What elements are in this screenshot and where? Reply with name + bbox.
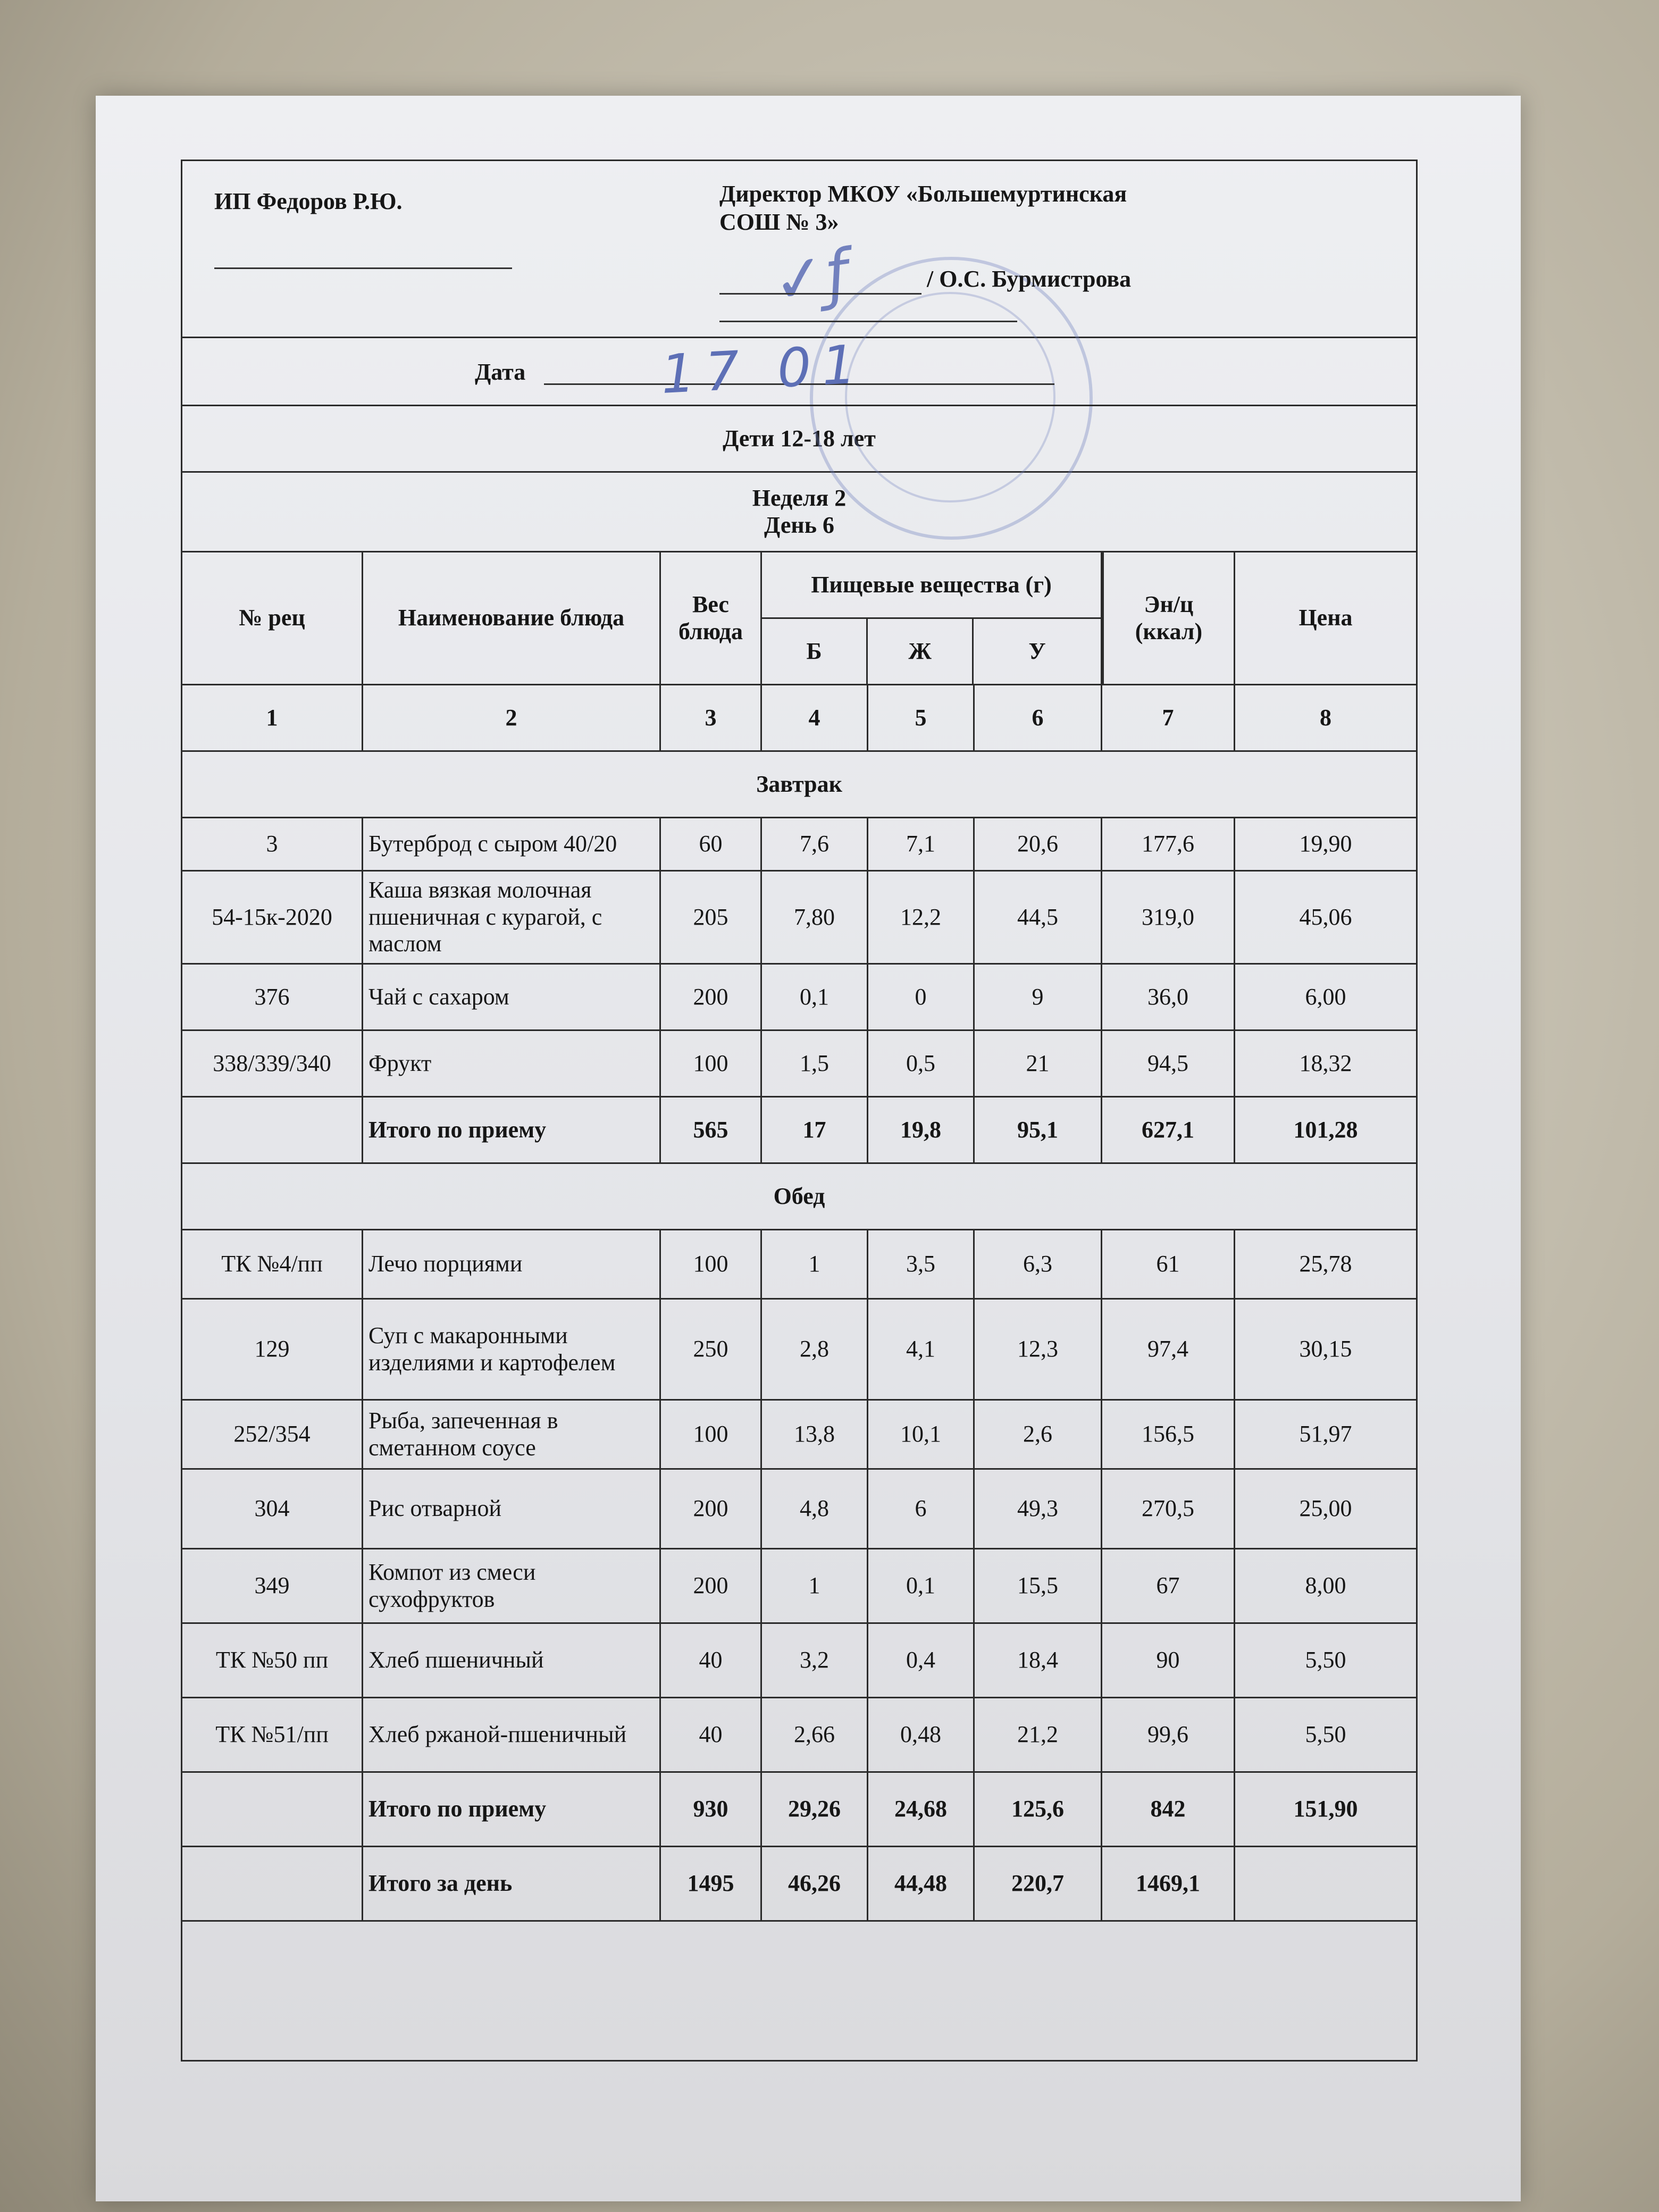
col-zh: Ж — [868, 619, 974, 684]
day-label: День 6 — [764, 512, 834, 538]
col-num: 8 — [1320, 704, 1331, 731]
table-row — [182, 1401, 1416, 1470]
carbs: 12,3 — [975, 1300, 1102, 1399]
col-price: Цена — [1298, 605, 1353, 631]
age-group-row — [182, 406, 1416, 473]
protein: 3,2 — [762, 1624, 868, 1697]
fat: 6 — [868, 1470, 975, 1548]
col-num: 5 — [868, 685, 975, 750]
day-total-fat: 44,48 — [868, 1847, 975, 1920]
total-fat: 24,68 — [868, 1773, 975, 1846]
column-number-row — [182, 685, 1416, 752]
col-nutrients — [762, 552, 1102, 684]
fat: 10,1 — [868, 1401, 975, 1468]
dish-weight: 200 — [661, 1470, 762, 1548]
col-num: 3 — [661, 685, 762, 750]
col-nutrients-title: Пищевые вещества (г) — [762, 552, 1101, 619]
total-label: Итого по приему — [363, 1773, 661, 1846]
day-total-price — [1235, 1847, 1416, 1920]
col-energy: Эн/ц (ккал) — [1102, 552, 1235, 684]
age-group: Дети 12-18 лет — [723, 425, 876, 451]
protein: 7,6 — [762, 818, 868, 870]
rec-number: 129 — [182, 1300, 363, 1399]
total-weight: 930 — [661, 1773, 762, 1846]
price: 8,00 — [1305, 1572, 1346, 1599]
lunch-total-row — [182, 1773, 1416, 1847]
total-weight: 565 — [661, 1097, 762, 1162]
dish-name: Бутерброд с сыром 40/20 — [363, 818, 661, 870]
rec-number: ТК №50 пп — [182, 1624, 363, 1697]
protein: 1 — [762, 1230, 868, 1298]
director-title-line2: СОШ № 3» — [719, 208, 839, 235]
energy: 67 — [1102, 1549, 1235, 1622]
total-energy: 627,1 — [1102, 1097, 1235, 1162]
energy: 270,5 — [1102, 1470, 1235, 1548]
table-row — [182, 1300, 1416, 1401]
price: 45,06 — [1299, 903, 1352, 930]
col-num: 2 — [363, 685, 661, 750]
fat: 0 — [868, 965, 975, 1029]
protein: 4,8 — [762, 1470, 868, 1548]
carbs: 9 — [975, 965, 1102, 1029]
price: 25,78 — [1299, 1251, 1352, 1277]
total-energy: 842 — [1102, 1773, 1235, 1846]
carbs: 15,5 — [975, 1549, 1102, 1622]
carbs: 18,4 — [975, 1624, 1102, 1697]
protein: 2,66 — [762, 1698, 868, 1771]
empty-footer-row — [182, 1922, 1416, 2060]
protein: 1,5 — [762, 1031, 868, 1096]
section-title: Обед — [773, 1183, 825, 1209]
price: 5,50 — [1305, 1721, 1346, 1748]
total-carbs: 95,1 — [975, 1097, 1102, 1162]
dish-weight: 200 — [661, 1549, 762, 1622]
col-u: У — [1028, 638, 1046, 664]
director-title — [719, 180, 1127, 237]
energy: 94,5 — [1102, 1031, 1235, 1096]
table-row — [182, 1470, 1416, 1549]
col-nutrients-sub — [762, 619, 1101, 684]
dish-name: Фрукт — [363, 1031, 661, 1096]
fat: 0,48 — [868, 1698, 975, 1771]
empty-cell — [182, 1847, 363, 1920]
fat: 12,2 — [868, 872, 975, 963]
approval-header — [182, 161, 1416, 338]
date-label: Дата — [475, 359, 526, 385]
director-signature: ✓ƒ — [768, 236, 853, 320]
price: 30,15 — [1299, 1336, 1352, 1362]
protein: 0,1 — [762, 965, 868, 1029]
week-label: Неделя 2 — [752, 484, 847, 511]
rec-number: 54-15к-2020 — [182, 872, 363, 963]
col-num: 6 — [975, 685, 1102, 750]
total-price: 151,90 — [1293, 1796, 1358, 1822]
protein: 1 — [762, 1549, 868, 1622]
carbs: 20,6 — [975, 818, 1102, 870]
energy: 61 — [1102, 1230, 1235, 1298]
total-fat: 19,8 — [868, 1097, 975, 1162]
table-row — [182, 1624, 1416, 1698]
section-breakfast — [182, 752, 1416, 818]
day-total-label: Итого за день — [363, 1847, 661, 1920]
protein: 7,80 — [762, 872, 868, 963]
day-total-row — [182, 1847, 1416, 1922]
energy: 99,6 — [1102, 1698, 1235, 1771]
dish-name: Чай с сахаром — [363, 965, 661, 1029]
supplier-name: ИП Федоров Р.Ю. — [214, 188, 403, 214]
rec-number: 349 — [182, 1549, 363, 1622]
col-weight: Вес блюда — [661, 552, 762, 684]
breakfast-total-row — [182, 1097, 1416, 1164]
table-row — [182, 1230, 1416, 1300]
energy: 36,0 — [1102, 965, 1235, 1029]
energy: 97,4 — [1102, 1300, 1235, 1399]
col-b: Б — [762, 619, 868, 684]
section-lunch — [182, 1164, 1416, 1230]
total-label: Итого по приему — [363, 1097, 661, 1162]
fat: 3,5 — [868, 1230, 975, 1298]
carbs: 21 — [975, 1031, 1102, 1096]
dish-name: Каша вязкая молочная пшеничная с курагой, с маслом — [363, 872, 661, 963]
day-total-energy: 1469,1 — [1102, 1847, 1235, 1920]
day-total-carbs: 220,7 — [975, 1847, 1102, 1920]
dish-name: Хлеб ржаной-пшеничный — [363, 1698, 661, 1771]
protein: 13,8 — [762, 1401, 868, 1468]
rec-number: ТК №51/пп — [182, 1698, 363, 1771]
rec-number: 3 — [182, 818, 363, 870]
rec-number: ТК №4/пп — [182, 1230, 363, 1298]
dish-name: Хлеб пшеничный — [363, 1624, 661, 1697]
supplier-signature-line — [214, 267, 512, 269]
director-underline — [719, 321, 1017, 322]
carbs: 21,2 — [975, 1698, 1102, 1771]
energy: 177,6 — [1102, 818, 1235, 870]
dish-weight: 205 — [661, 872, 762, 963]
rec-number: 376 — [182, 965, 363, 1029]
total-carbs: 125,6 — [975, 1773, 1102, 1846]
energy: 156,5 — [1102, 1401, 1235, 1468]
total-protein: 17 — [762, 1097, 868, 1162]
carbs: 44,5 — [975, 872, 1102, 963]
col-rec: № рец — [182, 552, 363, 684]
fat: 4,1 — [868, 1300, 975, 1399]
protein: 2,8 — [762, 1300, 868, 1399]
rec-number: 338/339/340 — [182, 1031, 363, 1096]
dish-name: Рыба, запеченная в сметанном соусе — [363, 1401, 661, 1468]
week-day-row — [182, 473, 1416, 552]
date-handwritten: 17 01 — [659, 332, 868, 406]
price: 25,00 — [1299, 1495, 1352, 1522]
price: 51,97 — [1299, 1421, 1352, 1447]
col-num: 4 — [762, 685, 868, 750]
total-protein: 29,26 — [762, 1773, 868, 1846]
price: 19,90 — [1299, 831, 1352, 857]
table-row — [182, 1031, 1416, 1097]
dish-weight: 100 — [661, 1031, 762, 1096]
fat: 0,1 — [868, 1549, 975, 1622]
table-row — [182, 818, 1416, 872]
table-row — [182, 1549, 1416, 1624]
dish-name: Рис отварной — [363, 1470, 661, 1548]
rec-number: 304 — [182, 1470, 363, 1548]
section-title: Завтрак — [756, 770, 842, 797]
table-row — [182, 1698, 1416, 1773]
energy: 319,0 — [1102, 872, 1235, 963]
empty-cell — [182, 1773, 363, 1846]
dish-weight: 40 — [661, 1624, 762, 1697]
dish-name: Суп с макаронными изделиями и картофелем — [363, 1300, 661, 1399]
col-name: Наименование блюда — [363, 552, 661, 684]
empty-footer-cell — [182, 1922, 1416, 2060]
carbs: 6,3 — [975, 1230, 1102, 1298]
table-row — [182, 872, 1416, 965]
total-price: 101,28 — [1293, 1116, 1358, 1143]
carbs: 49,3 — [975, 1470, 1102, 1548]
dish-name: Лечо порциями — [363, 1230, 661, 1298]
col-num: 7 — [1102, 685, 1235, 750]
col-num: 1 — [182, 685, 363, 750]
rec-number: 252/354 — [182, 1401, 363, 1468]
table-row — [182, 965, 1416, 1031]
fat: 7,1 — [868, 818, 975, 870]
director-title-line1: Директор МКОУ «Большемуртинская — [719, 181, 1127, 207]
date-row — [182, 332, 1416, 406]
dish-weight: 250 — [661, 1300, 762, 1399]
column-header-row — [182, 552, 1416, 685]
carbs: 2,6 — [975, 1401, 1102, 1468]
dish-weight: 200 — [661, 965, 762, 1029]
director-signature-line — [719, 293, 921, 295]
price: 5,50 — [1305, 1647, 1346, 1673]
menu-document — [181, 160, 1418, 2062]
dish-name: Компот из смеси сухофруктов — [363, 1549, 661, 1622]
director-name: / О.С. Бурмистрова — [927, 266, 1132, 292]
dish-weight: 100 — [661, 1230, 762, 1298]
price: 18,32 — [1299, 1050, 1352, 1076]
energy: 90 — [1102, 1624, 1235, 1697]
day-total-protein: 46,26 — [762, 1847, 868, 1920]
week-day — [182, 473, 1416, 551]
price: 6,00 — [1305, 983, 1346, 1010]
empty-cell — [182, 1097, 363, 1162]
dish-weight: 40 — [661, 1698, 762, 1771]
dish-weight: 60 — [661, 818, 762, 870]
fat: 0,5 — [868, 1031, 975, 1096]
fat: 0,4 — [868, 1624, 975, 1697]
day-total-weight: 1495 — [661, 1847, 762, 1920]
dish-weight: 100 — [661, 1401, 762, 1468]
